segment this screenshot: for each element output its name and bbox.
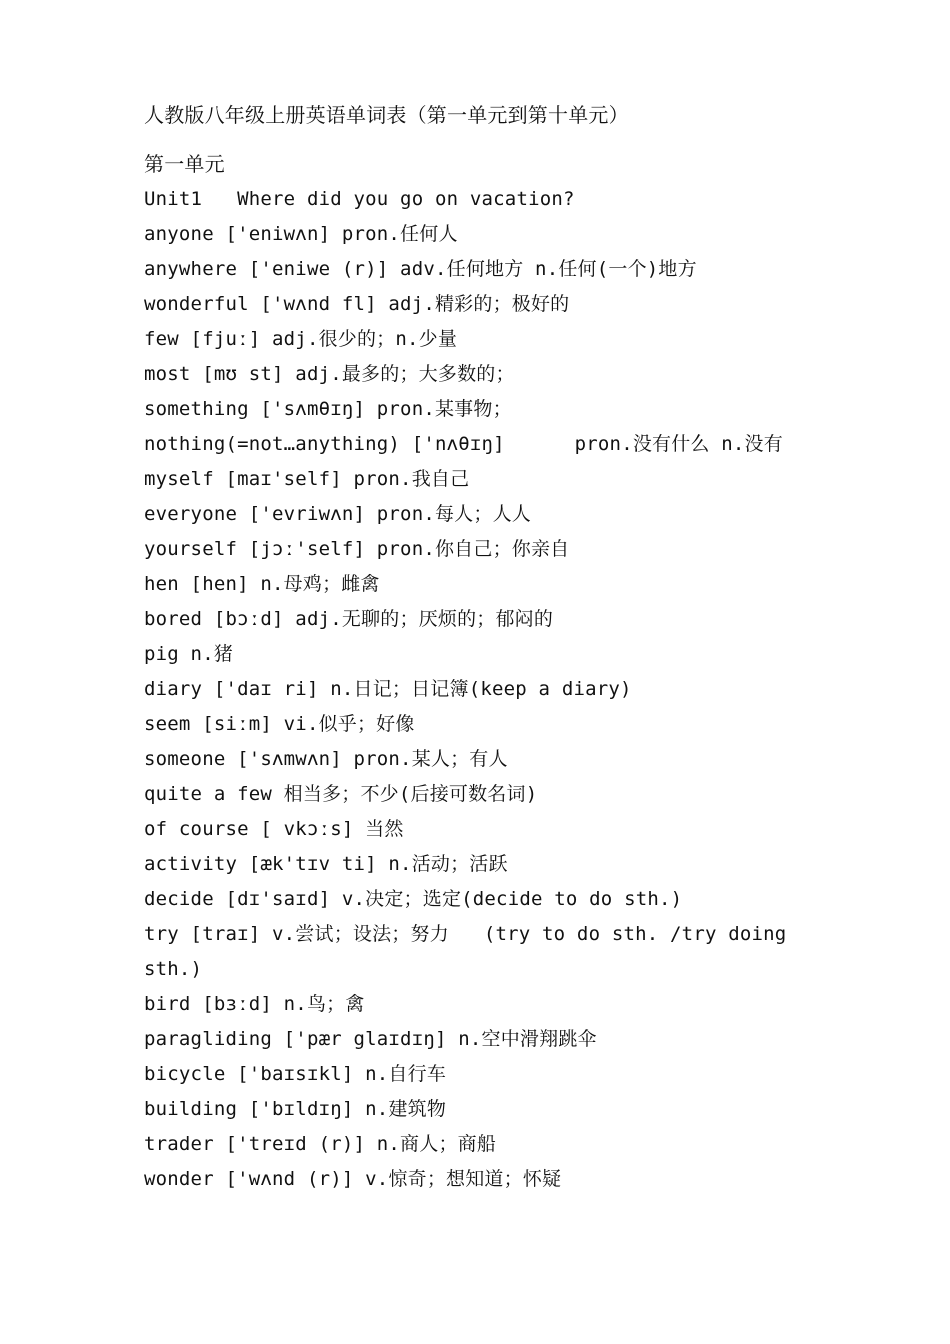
- vocabulary-entry: anywhere ['eniwe (r)] adv.任何地方 n.任何(一个)地方: [144, 258, 697, 280]
- vocabulary-entry: bird [bɜːd] n.鸟；禽: [144, 993, 365, 1015]
- vocabulary-entry: hen [hen] n.母鸡；雌禽: [144, 573, 380, 595]
- vocabulary-entry: decide [dɪ'saɪd] v.决定；选定(decide to do sth.): [144, 888, 683, 910]
- vocabulary-entry: most [mʊ st] adj.最多的；大多数的；: [144, 363, 515, 385]
- vocabulary-entry: everyone ['evriwʌn] pron.每人；人人: [144, 503, 531, 525]
- vocabulary-entry: nothing(=not…anything) ['nʌθɪŋ] pron.没有什么 n.没有: [144, 433, 783, 455]
- vocabulary-entry: something ['sʌmθɪŋ] pron.某事物；: [144, 398, 512, 420]
- section-heading: 第一单元: [144, 152, 225, 176]
- document-title: 人教版八年级上册英语单词表（第一单元到第十单元）: [144, 103, 629, 127]
- vocabulary-entry: yourself [jɔː'self] pron.你自己；你亲自: [144, 538, 570, 560]
- vocabulary-entry: paragliding ['pær glaɪdɪŋ] n.空中滑翔跳伞: [144, 1028, 597, 1050]
- unit-heading: Unit1 Where did you go on vacation?: [144, 188, 575, 210]
- vocabulary-entry: trader ['treɪd (r)] n.商人；商船: [144, 1133, 497, 1155]
- vocabulary-entry: of course [ vkɔːs] 当然: [144, 818, 404, 840]
- vocabulary-entry: quite a few 相当多；不少(后接可数名词): [144, 783, 538, 805]
- document-content: [144, 98, 804, 1197]
- vocabulary-entry: myself [maɪ'self] pron.我自己: [144, 468, 470, 490]
- vocabulary-entry: bored [bɔːd] adj.无聊的；厌烦的；郁闷的: [144, 608, 554, 630]
- vocabulary-entry: bicycle ['baɪsɪkl] n.自行车: [144, 1063, 447, 1085]
- vocabulary-entry: few [fjuː] adj.很少的；n.少量: [144, 328, 458, 350]
- vocabulary-entry: someone ['sʌmwʌn] pron.某人；有人: [144, 748, 508, 770]
- vocabulary-entry: seem [siːm] vi.似乎；好像: [144, 713, 415, 735]
- vocabulary-entry: anyone ['eniwʌn] pron.任何人: [144, 223, 458, 245]
- vocabulary-entry: pig n.猪: [144, 643, 234, 665]
- vocabulary-entry: wonder ['wʌnd (r)] v.惊奇；想知道；怀疑: [144, 1168, 562, 1190]
- vocabulary-list: [144, 217, 804, 1197]
- vocabulary-entry: activity [æk'tɪv ti] n.活动；活跃: [144, 853, 508, 875]
- vocabulary-entry: building ['bɪldɪŋ] n.建筑物: [144, 1098, 447, 1120]
- vocabulary-entry: try [traɪ] v.尝试；设法；努力 (try to do sth. /try doing sth.): [144, 923, 799, 980]
- vocabulary-entry: diary ['daɪ ri] n.日记；日记簿(keep a diary): [144, 678, 632, 700]
- vocabulary-entry: wonderful ['wʌnd fl] adj.精彩的；极好的: [144, 293, 570, 315]
